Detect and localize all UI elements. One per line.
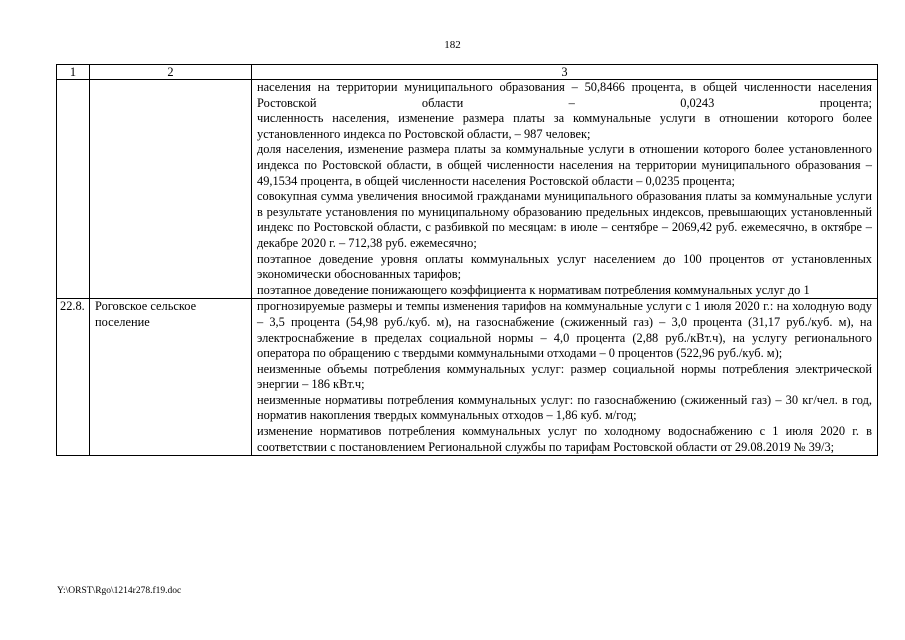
row-number-cell: 22.8.	[57, 299, 90, 456]
table-row	[57, 80, 878, 299]
paragraph: совокупная сумма увеличения вносимой гражданами муниципального образования платы за коммунальные услуги в результате установления по муниципальному образованию предельных индексов, превышающих установленный индекс по Ростовской области, с разбивкой по месяцам: в июле – сентябре – 2069,42 руб. ежемесячно, в октябре – декабре 2020 г. – 712,38 руб. ежемесячно;	[257, 189, 872, 250]
header-col-3: 3	[252, 65, 878, 80]
paragraph: поэтапное доведение понижающего коэффициента к нормативам потребления коммунальных услуг до 1	[257, 282, 810, 297]
paragraph: изменение нормативов потребления коммунальных услуг по холодному водоснабжению с 1 июля 2020 г. в соответствии с постановлением Региональной службы по тарифам Ростовской области от 29.08.2019 № 39/3;	[257, 424, 872, 454]
paragraph: неизменные нормативы потребления коммунальных услуг: по газоснабжению (сжиженный газ) – 30 кг/чел. в год, норматив накопления твердых коммунальных отходов – 1,86 куб. м/год;	[257, 392, 872, 423]
paragraph: численность населения, изменение размера платы за коммунальные услуги в отношении которого более установленного индекса по Ростовской области, – 987 человек;	[257, 111, 872, 141]
paragraph: доля населения, изменение размера платы за коммунальные услуги в отношении которого более установленного индекса по Ростовской области, в общей численности населения на территории муниципального образования – 49,1534 процента, в общей численности населения Ростовской области – 0,0235 процента;	[257, 142, 872, 188]
table-header-row	[57, 65, 878, 80]
row-name-cell	[90, 80, 252, 299]
row-content-cell	[252, 80, 878, 299]
header-col-2: 2	[90, 65, 252, 80]
row-content-cell	[252, 299, 878, 456]
file-path-footer: Y:\ORST\Rgo\1214r278.f19.doc	[57, 586, 182, 596]
paragraph: неизменные объемы потребления коммунальных услуг: размер социальной нормы потребления электрической энергии – 186 кВт.ч;	[257, 361, 872, 392]
row-name-cell: Роговское сельское поселение	[90, 299, 252, 456]
header-col-1: 1	[57, 65, 90, 80]
paragraph: поэтапное доведение уровня оплаты коммунальных услуг населением до 100 процентов от установленных экономически обоснованных тарифов;	[257, 251, 872, 282]
table-row	[57, 299, 878, 456]
page-number: 182	[444, 39, 461, 51]
document-table	[56, 64, 878, 456]
paragraph: прогнозируемые размеры и темпы изменения тарифов на коммунальные услуги с 1 июля 2020 г.: на холодную воду – 3,5 процента (54,98 руб./куб. м), на газоснабжение (сжиженный газ) – 3,0 процента (31,17 руб./куб. м), на электроснабжение в пределах социальной нормы – 4,0 процента (2,88 руб./кВт.ч), на услугу регионального оператора по обращению с твердыми коммунальными отходами – 0 процентов (522,96 руб./куб. м);	[257, 299, 872, 361]
paragraph: населения на территории муниципального образования – 50,8466 процента, в общей численности населения Ростовской области – 0,0243 процента;	[257, 80, 872, 110]
row-number-cell	[57, 80, 90, 299]
